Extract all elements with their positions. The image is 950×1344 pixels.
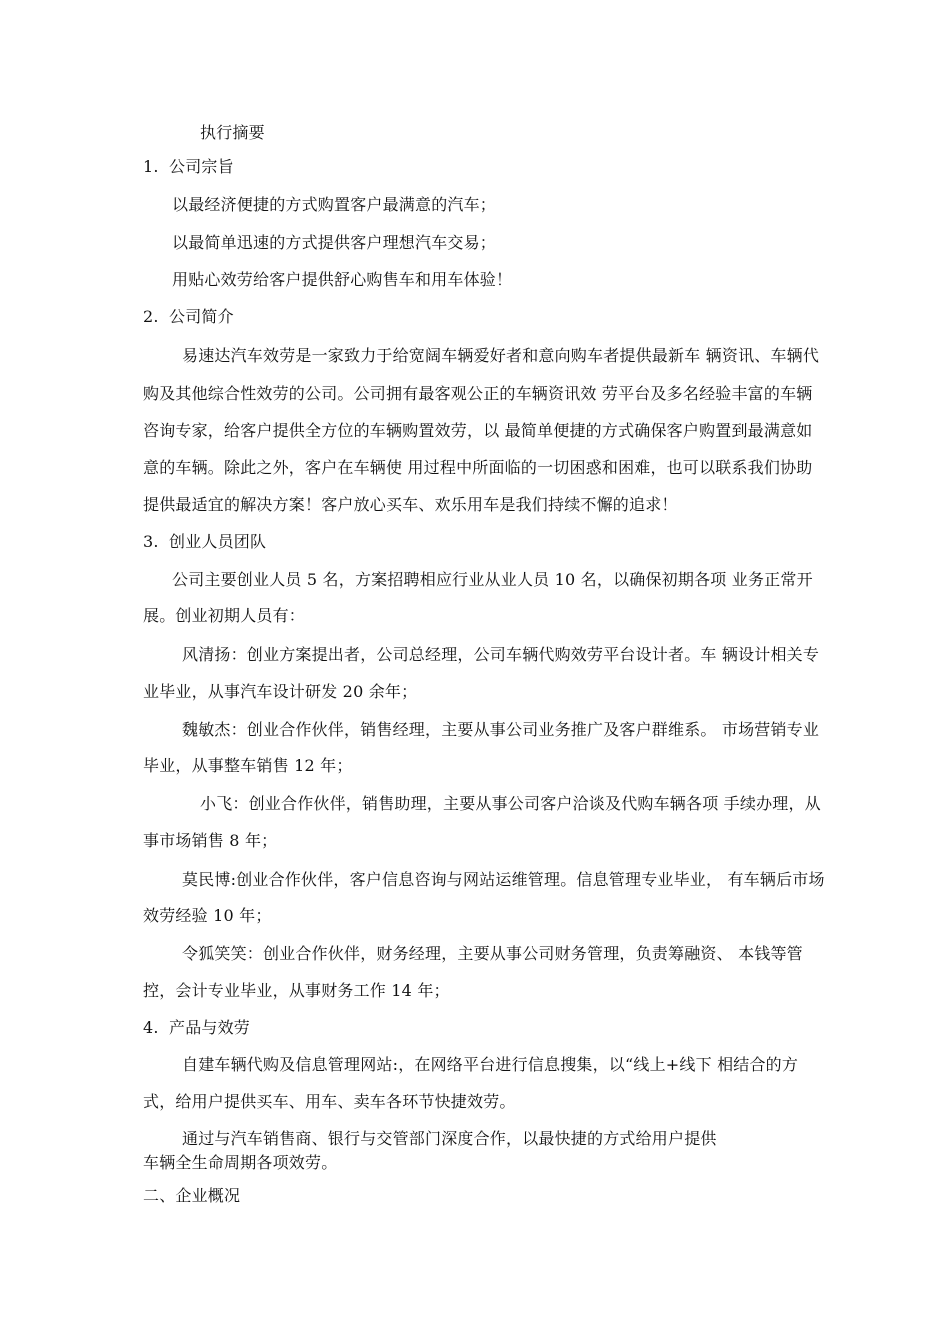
paragraph-line: 莫民博:创业合作伙伴，客户信息咨询与网站运维管理。信息管理专业毕业， 有车辆后市场 (182, 870, 825, 889)
section-4-heading (143, 1017, 250, 1039)
paragraph-line: 风清扬：创业方案提出者，公司总经理，公司车辆代购效劳平台设计者。车 辆设计相关专 (182, 645, 820, 664)
paragraph-line: 咨询专家，给客户提供全方位的车辆购置效劳，以 最简单便捷的方式确保客户购置到最满意如 (143, 421, 813, 440)
chapter-heading: 二、企业概况 (143, 1186, 241, 1205)
paragraph-line: 业毕业，从事汽车设计研发 20 余年； (143, 682, 418, 701)
paragraph-line: 以最简单迅速的方式提供客户理想汽车交易； (172, 233, 497, 252)
paragraph-line: 购及其他综合性效劳的公司。公司拥有最客观公正的车辆资讯效 劳平台及多名经验丰富的车辆 (143, 384, 813, 403)
section-2-heading (143, 306, 234, 328)
paragraph-line: 用贴心效劳给客户提供舒心购售车和用车体验！ (172, 270, 513, 289)
section-number: 1. (143, 157, 159, 176)
paragraph-line: 以最经济便捷的方式购置客户最满意的汽车； (172, 195, 497, 214)
paragraph-line: 提供最适宜的解决方案！客户放心买车、欢乐用车是我们持续不懈的追求！ (143, 495, 678, 514)
paragraph-line: 展。创业初期人员有： (143, 606, 306, 625)
paragraph-line: 易速达汽车效劳是一家致力于给宽阔车辆爱好者和意向购车者提供最新车 辆资讯、车辆代 (182, 346, 820, 365)
section-number: 2. (143, 307, 159, 326)
paragraph-line: 小飞：创业合作伙伴，销售助理，主要从事公司客户洽谈及代购车辆各项 手续办理，从 (200, 794, 821, 813)
paragraph-line: 令狐笑笑：创业合作伙伴，财务经理，主要从事公司财务管理，负责筹融资、 本钱等管 (182, 944, 803, 963)
paragraph-line: 魏敏杰：创业合作伙伴，销售经理，主要从事公司业务推广及客户群维系。 市场营销专业 (182, 720, 820, 739)
section-1-heading (143, 156, 234, 178)
paragraph-line: 车辆全生命周期各项效劳。 (143, 1153, 338, 1172)
paragraph-line: 式，给用户提供买车、用车、卖车各环节快捷效劳。 (143, 1092, 516, 1111)
paragraph-line: 控，会计专业毕业，从事财务工作 14 年； (143, 981, 450, 1000)
paragraph-line: 效劳经验 10 年； (143, 906, 272, 925)
paragraph-line: 毕业，从事整车销售 12 年； (143, 756, 353, 775)
page-title: 执行摘要 (200, 123, 265, 142)
section-heading-text: 创业人员团队 (169, 532, 267, 551)
paragraph-line: 自建车辆代购及信息管理网站:，在网络平台进行信息搜集，以“线上+线下 相结合的方 (182, 1055, 799, 1074)
section-heading-text: 公司简介 (169, 307, 234, 326)
paragraph-line: 事市场销售 8 年； (143, 831, 278, 850)
section-heading-text: 产品与效劳 (169, 1018, 251, 1037)
paragraph-line: 通过与汽车销售商、银行与交管部门深度合作，以最快捷的方式给用户提供 (182, 1129, 717, 1148)
section-heading-text: 公司宗旨 (169, 157, 234, 176)
section-3-heading (143, 531, 266, 553)
section-number: 3. (143, 532, 159, 551)
section-number: 4. (143, 1018, 159, 1037)
paragraph-line: 意的车辆。除此之外，客户在车辆使 用过程中所面临的一切困惑和困难，也可以联系我们协助 (143, 458, 813, 477)
paragraph-line: 公司主要创业人员 5 名，方案招聘相应行业从业人员 10 名，以确保初期各项 业务正常开 (172, 570, 813, 589)
